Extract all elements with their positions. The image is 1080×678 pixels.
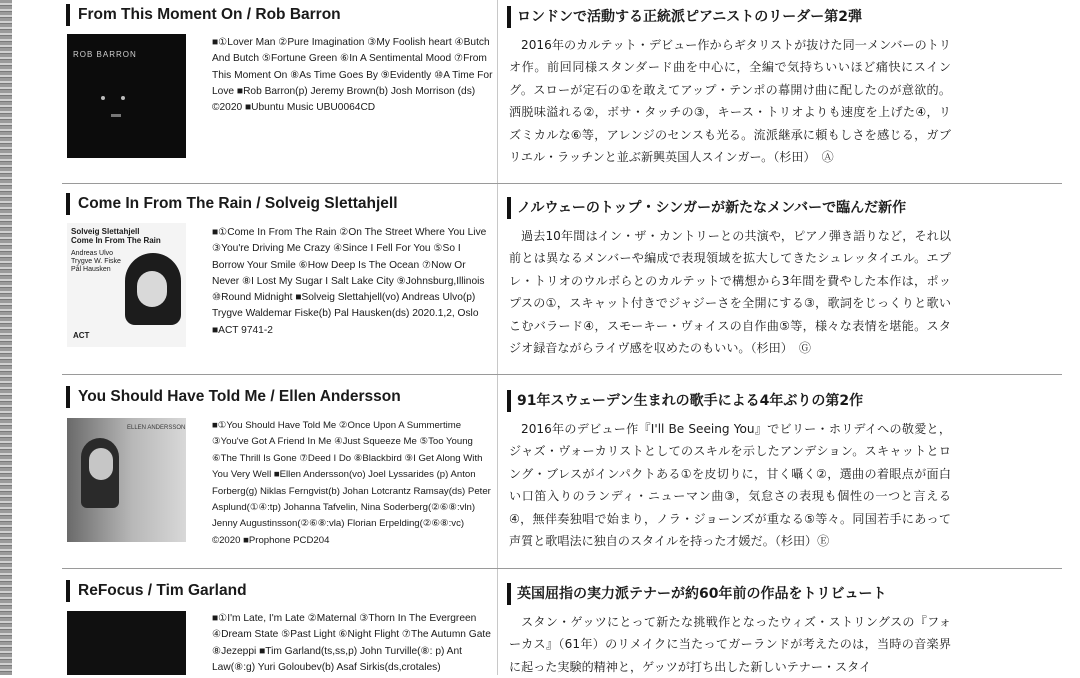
album-details: ■①I'm Late, I'm Late ②Maternal ③Thorn In The Evergreen ④Dream State ⑤Past Light ⑥Night Flight ⑦The Autumn Gate ⑧Jezeppi ■Tim Garland(ts,ss,p) John Turville(⑧: p) Ant Law(⑧:g) Yuri Goloubev(b) Asaf Sirkis(ds,crotales) bbox=[212, 613, 491, 673]
cover-musician-2: Trygve W. Fiske bbox=[71, 258, 121, 265]
review-text: 2016年のカルテット・デビュー作からギタリストが抜けた同一メンバーのトリオ作。前回同様スタンダード曲を中心に，全編で気持ちいいほど痛快にスイング。スローが定石の①を敢えてアップ・テンポの幕開け曲に配したのが意欲的。洒脱味溢れる②，ボサ・タッチの③，キース・トリオよりも速度を上げた④，リズミカルな⑥等，アレンジのセンスも光る。流派継承に頼もしさを感じる，ガブリエル・ラッチンと並ぶ新興英国人スインガー。（杉田） Ⓐ bbox=[509, 38, 951, 165]
cover-musician-1: Andreas Ulvo bbox=[71, 250, 114, 257]
cover-title-text: ROB BARRON bbox=[73, 50, 137, 59]
section-rule bbox=[62, 374, 1062, 375]
review-body bbox=[509, 418, 951, 552]
section-rule bbox=[62, 568, 1062, 569]
title-marker bbox=[66, 193, 70, 215]
cover-title-text: ELLEN ANDERSSON bbox=[127, 425, 186, 431]
review-headline: ロンドンで活動する正統派ピアニストのリーダー第2弾 bbox=[517, 9, 863, 25]
album-details: ■①You Should Have Told Me ②Once Upon A Summertime ③You've Got A Friend In Me ④Just Squeeze Me ⑤Too Young ⑥The Thrill Is Gone ⑦Deed I Do ⑧Blackbird ⑨I Get Along With You Very Well ■Ellen Andersson(vo) Joel Lyssarides (p) Anton Forberg(g) Niklas Ferngvist(b) Johan Lotcrantz Ramsay(ds) Peter Asplund(①④:tp) Johanna Tafvelin, Nina Soderberg(②⑥⑧:vln) Jenny Augustinsson(②⑥⑧:vla) Florian Erpelding(②⑥⑧:vc) ©2020 ■Prophone PCD204 bbox=[212, 420, 491, 546]
section-rule bbox=[62, 183, 1062, 184]
review-headline: 英国屈指の実力派テナーが約60年前の作品をトリビュート bbox=[517, 586, 887, 602]
headline-marker bbox=[507, 197, 511, 219]
album-cover-tim-garland bbox=[67, 611, 186, 675]
cover-musician-3: Pål Hausken bbox=[71, 266, 111, 273]
review-body bbox=[509, 225, 951, 359]
column-divider bbox=[497, 0, 498, 675]
review-text: 過去10年間はイン・ザ・カントリーとの共演や，ピアノ弾き語りなど，それ以前とは異なるメンバーや編成で表現領域を拡大してきたシュレッタイエル。エプレ・トリオのウルボらとのカルテットで構想から3年間を費やした本作は，ポップスの①，スキャット付きでジャジーさを全開にする③，歌詞をじっくりと歌いこむバラード④，スモーキー・ヴォイスの自作曲⑤等，様々な表情を堪能。スタジオ録音ながらライヴ感を収めたのもいい。（杉田） Ⓖ bbox=[509, 229, 951, 356]
page-edge-scan bbox=[0, 0, 12, 675]
title-marker bbox=[66, 580, 70, 602]
review-text: スタン・ゲッツにとって新たな挑戦作となったウィズ・ストリングスの『フォーカス』（61年）のリメイクに当たってガーランドが考えたのは，当時の音楽界に起った実験的精神と，ゲッツが打ち出した新しいテナー・スタイ bbox=[509, 615, 951, 674]
review-headline: 91年スウェーデン生まれの歌手による4年ぶりの第2作 bbox=[517, 393, 864, 409]
review-headline: ノルウェーのトップ・シンガーが新たなメンバーで臨んだ新作 bbox=[517, 200, 907, 216]
review-text: 2016年のデビュー作『I'll Be Seeing You』でビリー・ホリデイへの敬愛と，ジャズ・ヴォーカリストとしてのスキルを示したアンデション。スキャットとロング・ブレスがインパクトある①を皮切りに，甘く囁く②，選曲の着眼点が面白い口笛入りのランディ・ニューマン曲③，気怠さの表現も個性の一つと言える④，無伴奏独唱で始まり，ノラ・ジョーンズが重なる⑤等々。同国若手にあって声質と歌唱法に独自のスタイルを持った才媛だ。（杉田）Ⓔ bbox=[509, 422, 951, 549]
cover-album-text: Come In From The Rain bbox=[71, 236, 161, 245]
album-cover-solveig bbox=[67, 223, 186, 347]
album-title: From This Moment On / Rob Barron bbox=[78, 6, 341, 23]
album-cover-ellen bbox=[67, 418, 186, 542]
title-marker bbox=[66, 386, 70, 408]
album-details: ■①Come In From The Rain ②On The Street Where You Live ③You're Driving Me Crazy ④Since I Fell For You ⑤So I Borrow Your Smile ⑥How Deep Is The Ocean ⑦Now Or Never ⑧I Lost My Sugar I Salt Lake City ⑨Johnsburg,Illinois ⑩Round Midnight ■Solveig Slettahjell(vo) Andreas Ulvo(p) Trygve Waldemar Fiske(b) Pal Hausken(ds) 2020.1,2, Oslo ■ACT 9741-2 bbox=[212, 227, 487, 336]
review-body bbox=[509, 611, 951, 678]
album-details: ■①Lover Man ②Pure Imagination ③My Foolish heart ④Butch And Butch ⑤Fortune Green ⑥In A Sentimental Mood ⑦From This Moment On ⑧As Time Goes By ⑨Evidently ⑩A Time For Love ■Rob Barron(p) Jeremy Brown(b) Josh Morrison (ds) ©2020 ■Ubuntu Music UBU0064CD bbox=[212, 37, 493, 114]
cover-artist-text: Solveig Slettahjell bbox=[71, 227, 140, 236]
album-title: ReFocus / Tim Garland bbox=[78, 582, 247, 599]
album-title: Come In From The Rain / Solveig Slettahjell bbox=[78, 195, 398, 212]
album-cover-rob-barron bbox=[67, 34, 186, 158]
cover-label-text: ACT bbox=[73, 331, 90, 340]
headline-marker bbox=[507, 583, 511, 605]
title-marker bbox=[66, 4, 70, 26]
headline-marker bbox=[507, 6, 511, 28]
review-body bbox=[509, 34, 951, 168]
headline-marker bbox=[507, 390, 511, 412]
album-title: You Should Have Told Me / Ellen Andersson bbox=[78, 388, 401, 405]
